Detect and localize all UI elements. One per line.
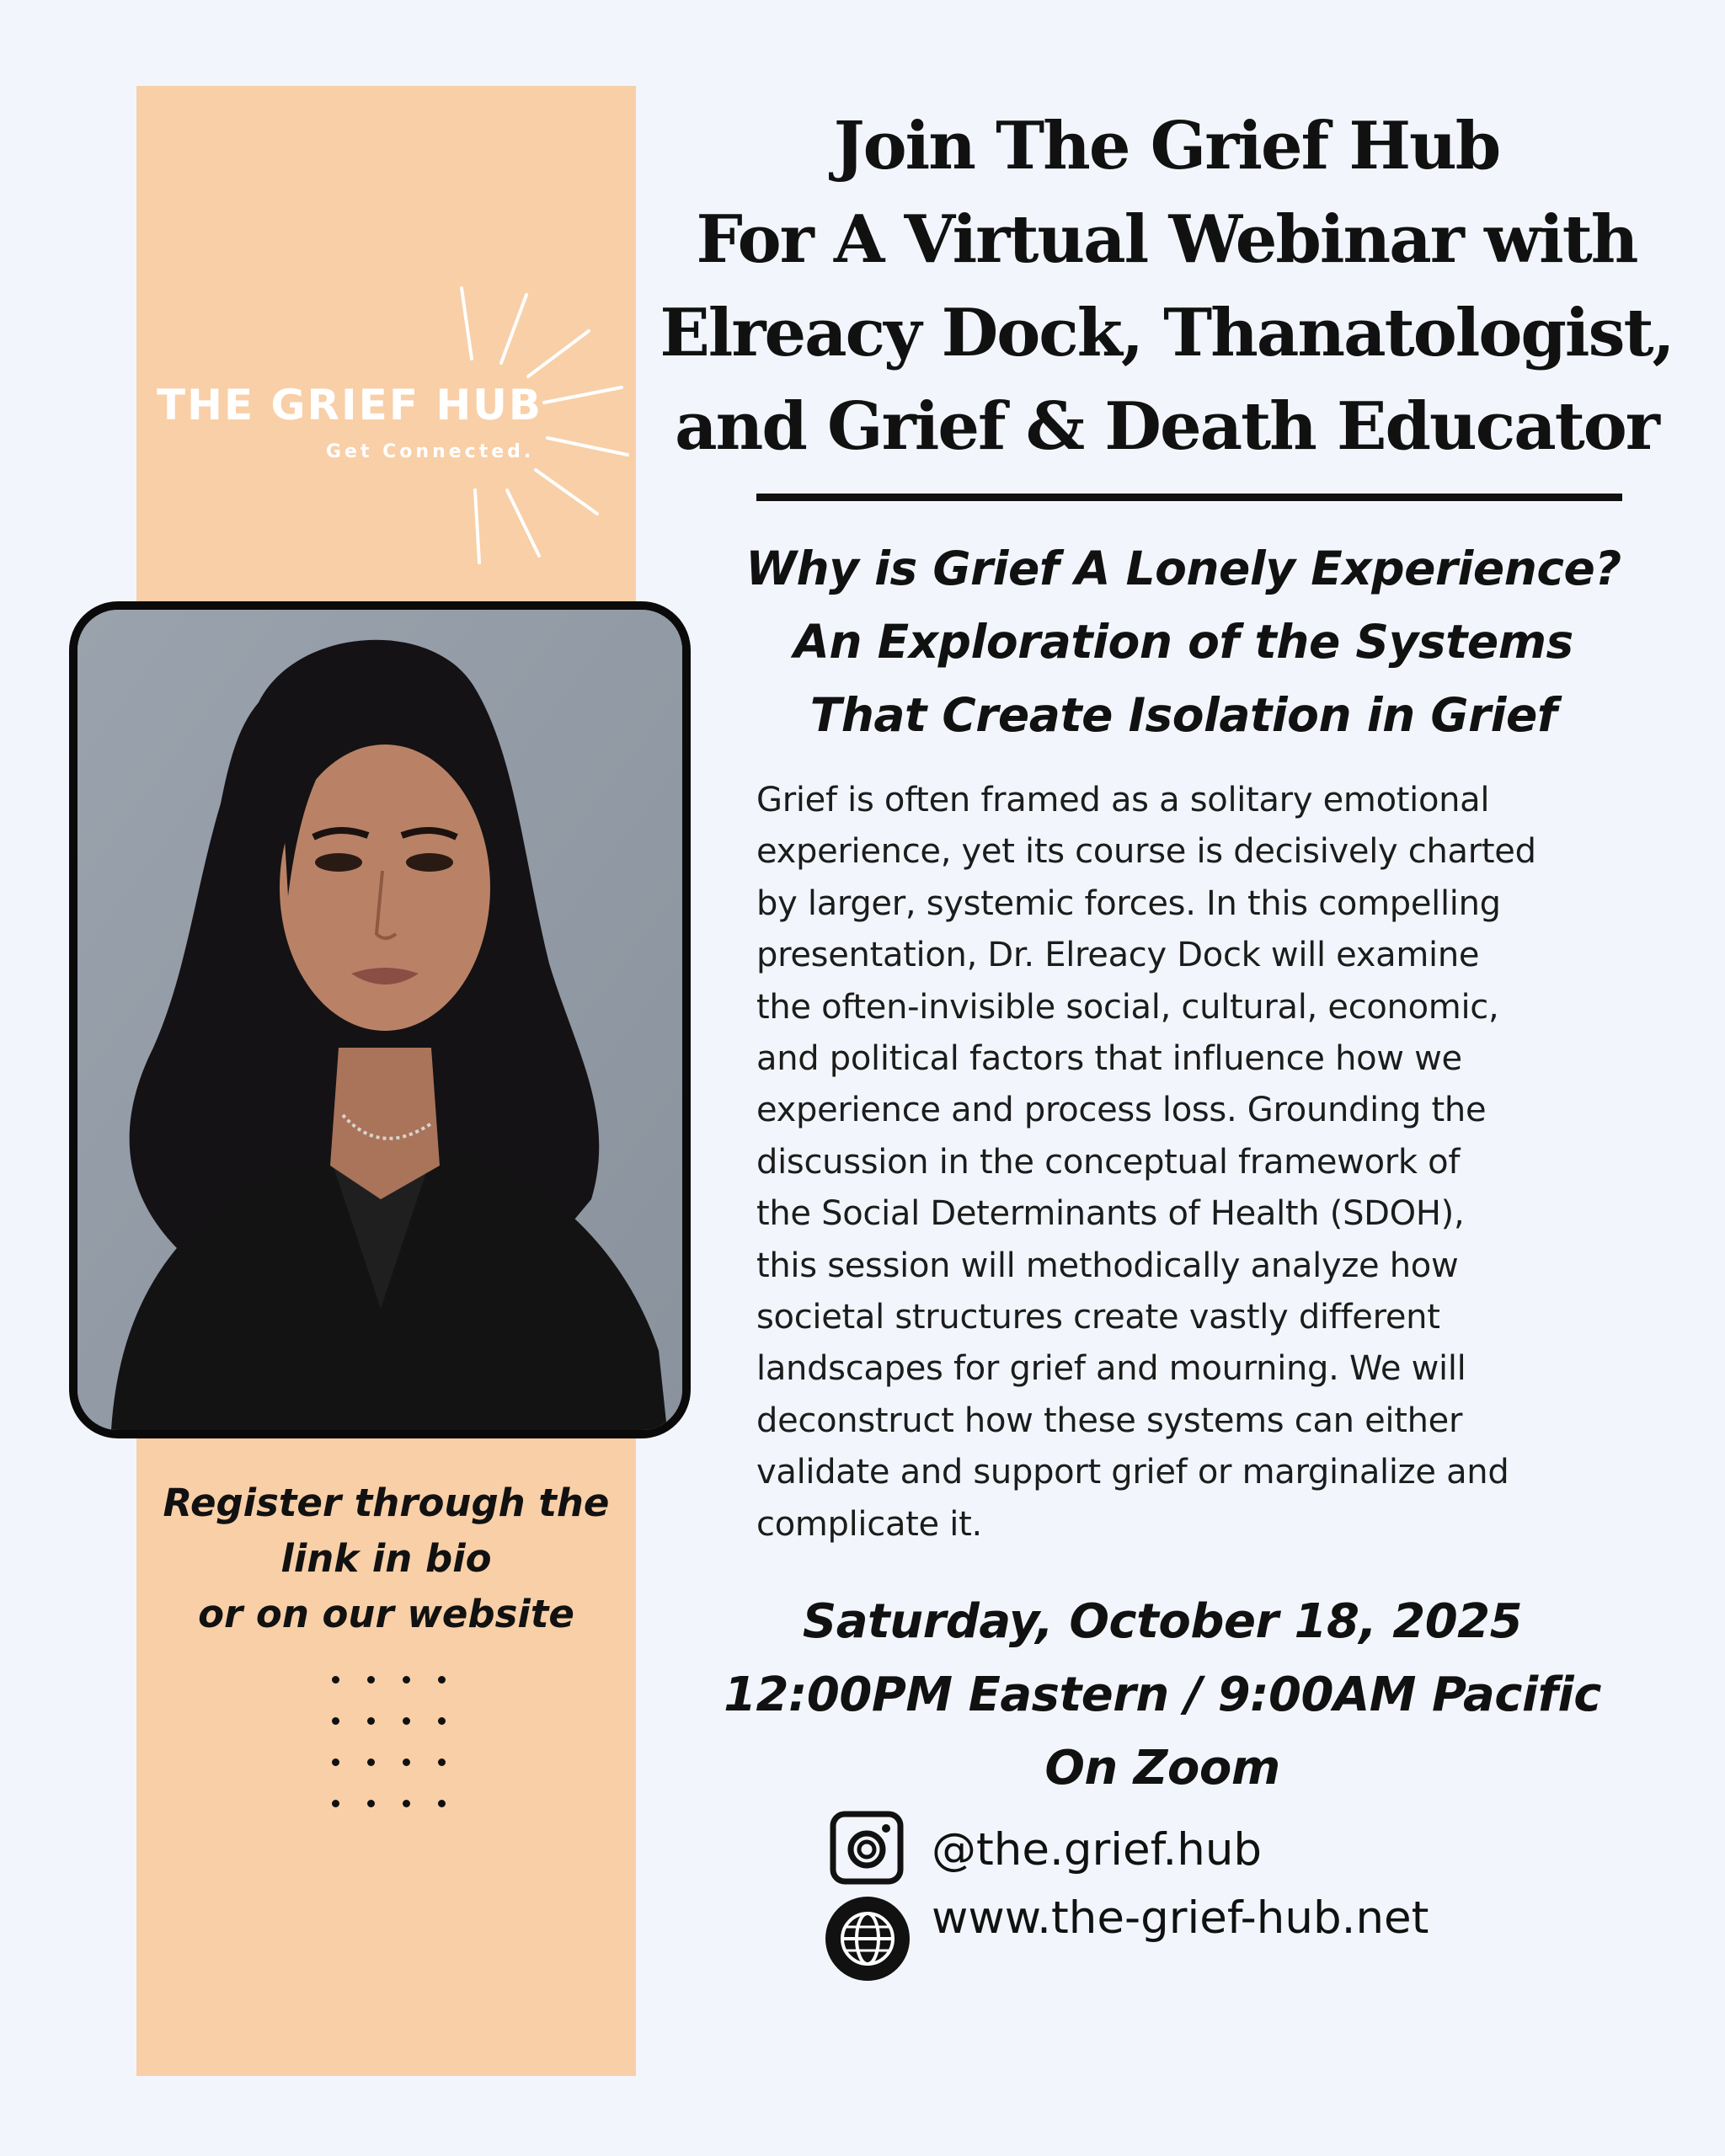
event-platform: On Zoom <box>1044 1741 1280 1796</box>
dot <box>367 1676 375 1684</box>
dot <box>438 1800 446 1807</box>
webinar-description <box>756 775 1649 1550</box>
event-date: Saturday, October 18, 2025 <box>802 1594 1523 1649</box>
description-line: deconstruct how these systems can either <box>756 1401 1463 1440</box>
dot <box>403 1676 410 1684</box>
description-line: complicate it. <box>756 1504 982 1544</box>
dot <box>367 1800 375 1807</box>
logo-tagline: Get Connected. <box>326 441 535 462</box>
description-line: the Social Determinants of Health (SDOH), <box>756 1194 1465 1234</box>
dot <box>438 1717 446 1725</box>
description-line: experience and process loss. Grounding the <box>756 1091 1487 1130</box>
globe-icon[interactable] <box>824 1895 911 1983</box>
dot <box>438 1676 446 1684</box>
subtitle-line: That Create Isolation in Grief <box>809 688 1557 742</box>
dot <box>332 1676 339 1684</box>
description-line: societal structures create vastly different <box>756 1298 1440 1337</box>
logo-title: THE GRIEF HUB <box>157 381 542 430</box>
description-line: this session will methodically analyze how <box>756 1246 1459 1285</box>
dot <box>403 1800 410 1807</box>
speaker-portrait-photo <box>69 601 691 1438</box>
description-line: by larger, systemic forces. In this compelling <box>756 883 1501 923</box>
website-link[interactable]: www.the-grief-hub.net <box>932 1892 1429 1944</box>
dot <box>367 1758 375 1766</box>
description-line: the often-invisible social, cultural, economic, <box>756 987 1499 1027</box>
headline-line: Elreacy Dock, Thanatologist, <box>660 295 1674 371</box>
description-line: presentation, Dr. Elreacy Dock will examine <box>756 936 1480 975</box>
register-line: or on our website <box>198 1592 574 1636</box>
speaker-portrait-illustration <box>77 610 682 1430</box>
subtitle-line: An Exploration of the Systems <box>793 615 1573 669</box>
description-line: and political factors that influence how we <box>756 1039 1462 1079</box>
dot <box>403 1717 410 1725</box>
grief-hub-logo <box>136 278 636 581</box>
event-time: 12:00PM Eastern / 9:00AM Pacific <box>724 1668 1601 1722</box>
description-line: landscapes for grief and mourning. We will <box>756 1349 1466 1389</box>
description-line: experience, yet its course is decisively charted <box>756 832 1536 872</box>
dot <box>332 1758 339 1766</box>
headline-line: Join The Grief Hub <box>833 108 1500 184</box>
description-line: Grief is often framed as a solitary emotional <box>756 781 1490 819</box>
event-headline <box>649 99 1685 473</box>
register-line: link in bio <box>280 1536 492 1581</box>
webinar-subtitle <box>674 532 1693 752</box>
dot <box>403 1758 410 1766</box>
description-line: validate and support grief or marginalize and <box>756 1453 1509 1492</box>
dot <box>367 1717 375 1725</box>
sunburst-rays-icon <box>136 278 636 581</box>
headline-line: For A Virtual Webinar with <box>696 201 1637 278</box>
instagram-handle-link[interactable]: @the.grief.hub <box>932 1824 1263 1876</box>
dot <box>332 1800 339 1807</box>
description-line: discussion in the conceptual framework of <box>756 1142 1461 1182</box>
dot <box>332 1717 339 1725</box>
instagram-icon[interactable] <box>830 1811 904 1885</box>
register-instructions <box>136 1476 636 1642</box>
dot <box>438 1758 446 1766</box>
headline-divider <box>756 494 1622 501</box>
event-details <box>657 1585 1668 1805</box>
register-line: Register through the <box>163 1481 610 1525</box>
headline-line: and Grief & Death Educator <box>675 388 1658 465</box>
decorative-dot-grid <box>332 1676 446 1807</box>
subtitle-line: Why is Grief A Lonely Experience? <box>745 542 1621 595</box>
